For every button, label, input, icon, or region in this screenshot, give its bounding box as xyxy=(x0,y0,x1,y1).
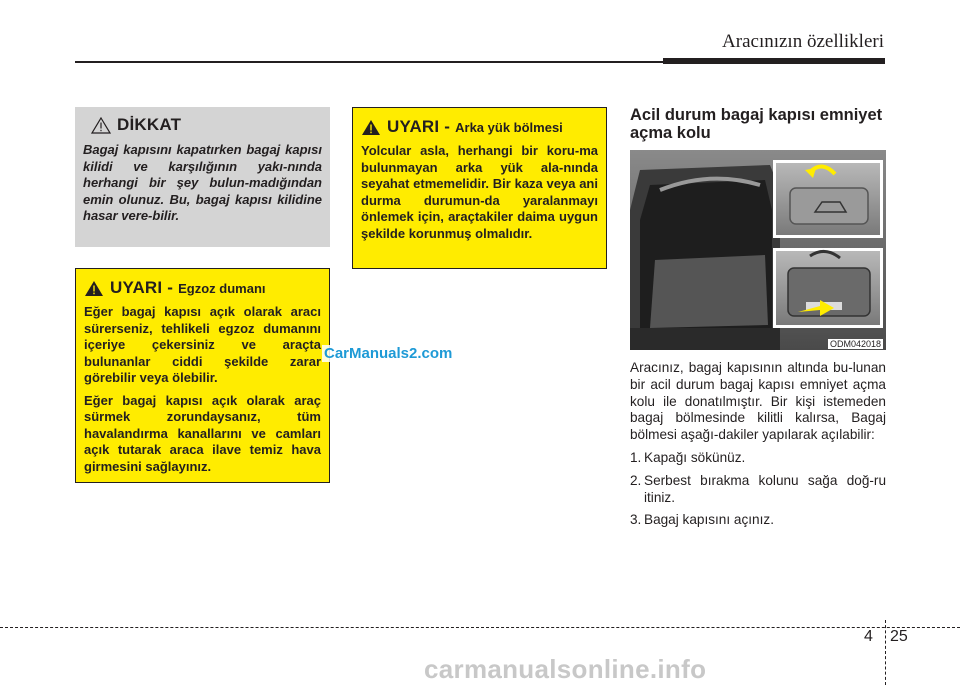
trunk-release-illustration xyxy=(630,150,886,350)
footer-site-watermark[interactable]: carmanualsonline.info xyxy=(424,654,707,684)
header-rule xyxy=(75,61,663,63)
warning-exhaust-subtitle: Egzoz dumanı xyxy=(178,280,266,296)
caution-text: Bagaj kapısını kapatırken bagaj kapısı kilidi ve karşılığının yakı-nında herhangi bir şey bulun-madığından emin olunuz. Bu, bagaj kapısı kilidine hasar vere-bilir. xyxy=(83,142,322,223)
warning-exhaust-title: UYARI - xyxy=(110,278,174,297)
page-header-title: Aracınızın özellikleri xyxy=(722,31,884,52)
warning-cargo-subtitle: Arka yük bölmesi xyxy=(455,119,563,135)
warning-exhaust-header xyxy=(84,278,321,298)
step-text: Kapağı sökünüz. xyxy=(644,449,746,465)
caution-header xyxy=(91,115,322,135)
list-item xyxy=(630,450,886,467)
step-text: Bagaj kapısını açınız. xyxy=(644,512,774,528)
caution-box xyxy=(75,107,330,247)
warning-cargo-header xyxy=(361,117,598,137)
warning-cargo-text: Yolcular asla, herhangi bir koru-ma bulunmayan arka yük ala-nında seyahat etmemelidir. Bir kaza veya ani durma durumun-da yaralanmayı önlemek için, araçtakiler daima uygun şekilde korunmuş olmalıdır. xyxy=(361,143,598,241)
section-title: Acil durum bagaj kapısı emniyet açma kolu xyxy=(630,106,883,142)
footer-vertical-rule xyxy=(885,620,886,685)
warning-cargo-title: UYARI - xyxy=(387,117,451,136)
warning-box-cargo xyxy=(352,107,607,269)
warning-box-exhaust xyxy=(75,268,330,483)
section-body xyxy=(630,360,886,535)
footer-dashed-rule xyxy=(0,627,960,628)
watermark-link[interactable]: CarManuals2.com xyxy=(324,345,453,362)
trunk-release-photo xyxy=(630,150,886,350)
page-number: 25 xyxy=(890,628,908,645)
chapter-number: 4 xyxy=(864,628,873,645)
step-number: 1. xyxy=(630,449,642,465)
step-number: 2. xyxy=(630,472,642,488)
caution-title: DİKKAT xyxy=(117,115,182,134)
warning-exhaust-paragraph-1: Eğer bagaj kapısı açık olarak aracı sürerseniz, tehlikeli egzoz dumanını içeriye çekersiniz ve araçta bulunanlar ciddi şekilde zarar görebilir veya ölebilir. xyxy=(84,304,321,385)
header-rule-thick xyxy=(663,58,885,64)
warning-triangle-icon xyxy=(84,280,104,297)
list-item xyxy=(630,512,886,529)
section-intro: Aracınız, bagaj kapısının altında bu-lunan bir acil durum bagaj kapısı emniyet açma kolu ile donatılmıştır. Bir kişi istemeden bagaj bölmesinde kilitli kalırsa, Bagaj bölmesi aşağı-dakiler yapılarak açılabilir: xyxy=(630,360,886,443)
warning-triangle-icon xyxy=(361,119,381,136)
step-text: Serbest bırakma kolunu sağa doğ-ru itiniz. xyxy=(644,472,886,505)
warning-triangle-outline-icon xyxy=(91,117,111,134)
list-item xyxy=(630,473,886,507)
warning-exhaust-paragraph-2: Eğer bagaj kapısı açık olarak araç sürmek zorundaysanız, tüm havalandırma kanallarını ve camları açık tutarak araca ilave temiz hava girmesini sağlayınız. xyxy=(84,392,321,474)
step-number: 3. xyxy=(630,512,642,528)
image-caption: ODM042018 xyxy=(830,339,882,349)
